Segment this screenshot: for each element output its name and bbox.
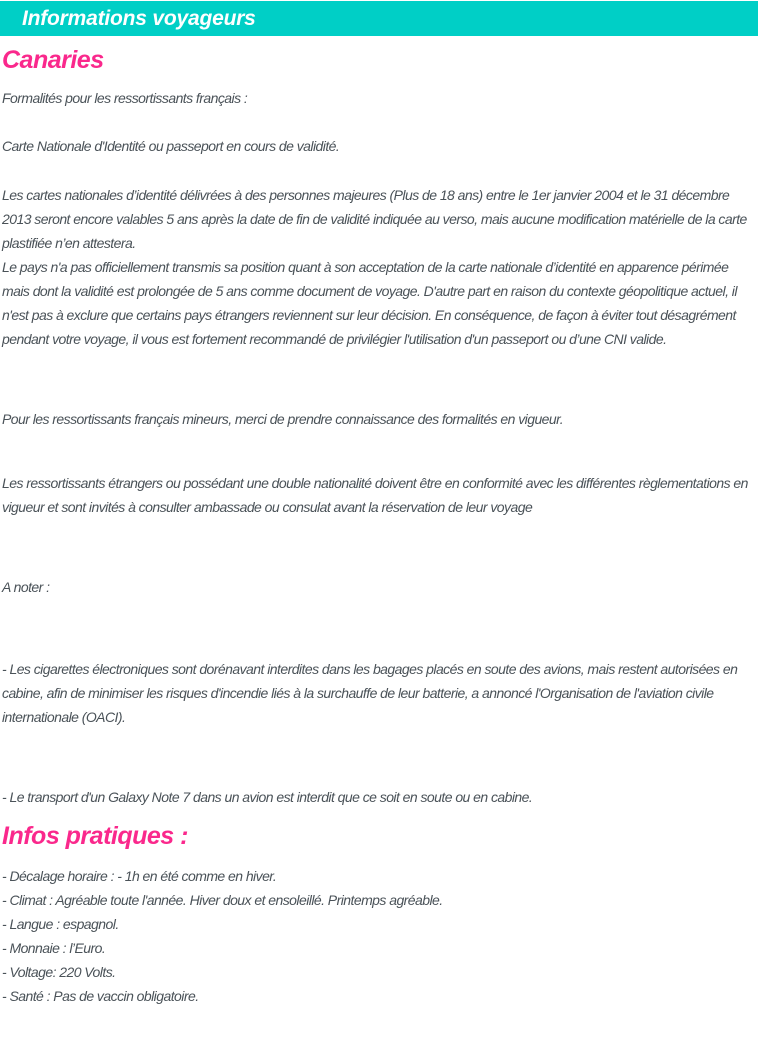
paragraph-galaxy-note7: - Le transport d'un Galaxy Note 7 dans un avion est interdit que ce soit en soute ou en cabine. xyxy=(2,789,533,805)
page-title: Informations voyageurs xyxy=(22,6,256,30)
info-item-decalage-horaire: - Décalage horaire : - 1h en été comme en hiver. xyxy=(2,868,277,884)
paragraph-mineurs: Pour les ressortissants français mineurs, merci de prendre connaissance des formalités en vigueur. xyxy=(2,411,564,427)
section-heading-infos-pratiques: Infos pratiques : xyxy=(2,822,188,850)
paragraph-formalites-intro: Formalités pour les ressortissants français : xyxy=(2,90,248,106)
paragraph-carte-identite: Carte Nationale d'Identité ou passeport en cours de validité. xyxy=(2,138,340,154)
info-item-monnaie: - Monnaie : l’Euro. xyxy=(2,940,106,956)
info-item-langue: - Langue : espagnol. xyxy=(2,916,119,932)
info-item-sante: - Santé : Pas de vaccin obligatoire. xyxy=(2,988,199,1004)
paragraph-a-noter: A noter : xyxy=(2,579,50,595)
info-item-voltage: - Voltage: 220 Volts. xyxy=(2,964,116,980)
info-item-climat: - Climat : Agréable toute l'année. Hiver doux et ensoleillé. Printemps agréable. xyxy=(2,892,443,908)
section-heading-canaries: Canaries xyxy=(2,46,104,74)
informations-voyageurs-page xyxy=(0,1,758,1023)
paragraph-cartes-validite: Les cartes nationales d’identité délivrées à des personnes majeures (Plus de 18 ans) entre le 1er janvier 2004 et le 31 décembre 2013 seront encore valables 5 ans après la date de fin de validité indiquée au verso, mais aucune modification matérielle de la carte plastifiée n’en attestera. xyxy=(2,187,747,251)
content-area xyxy=(0,45,758,1023)
paragraph-cigarettes-electroniques: - Les cigarettes électroniques sont dorénavant interdites dans les bagages placés en soute des avions, mais restent autorisées en cabine, afin de minimiser les risques d'incendie liés à la surchauffe de leur batterie, a annoncé l'Organisation de l'aviation civile internationale (OACI). xyxy=(2,661,738,725)
paragraph-position-pays: Le pays n'a pas officiellement transmis sa position quant à son acceptation de la carte nationale d’identité en apparence périmée mais dont la validité est prolongée de 5 ans comme document de voyage. D'autre part en raison du contexte géopolitique actuel, il n'est pas à exclure que certains pays étrangers reviennent sur leur décision. En conséquence, de façon à éviter tout désagrément pendant votre voyage, il vous est fortement recommandé de privilégier l'utilisation d'un passeport ou d’une CNI valide. xyxy=(2,259,737,347)
paragraph-ressortissants-etrangers: Les ressortissants étrangers ou possédant une double nationalité doivent être en conformité avec les différentes règlementations en vigueur et sont invités à consulter ambassade ou consulat avant la réservation de leur voyage xyxy=(2,475,748,515)
page-header-bar xyxy=(0,1,758,36)
